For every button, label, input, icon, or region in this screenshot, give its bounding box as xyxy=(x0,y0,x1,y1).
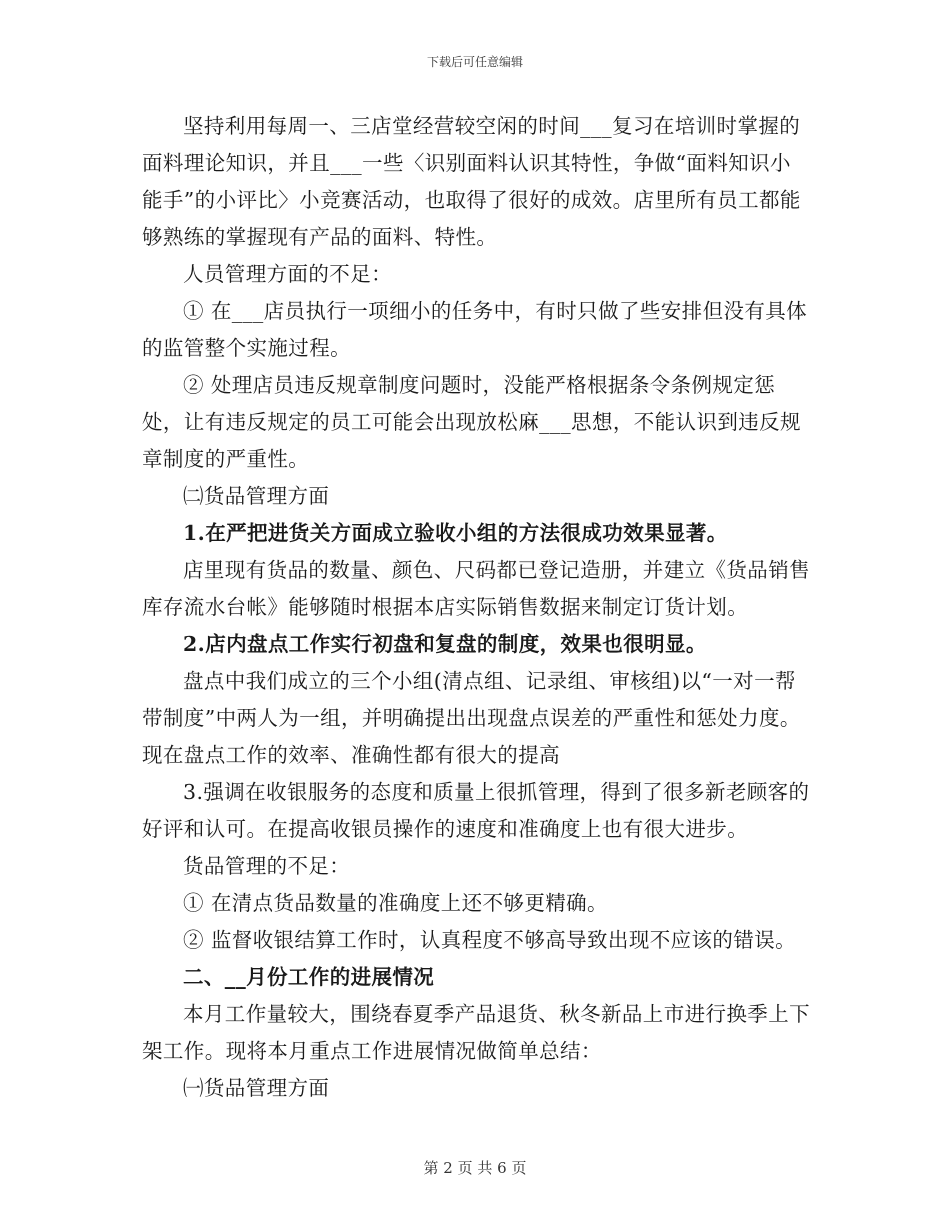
section-heading-goods-management: ㈡货品管理方面 xyxy=(183,484,330,508)
section-heading-monthly-progress: 二、__月份工作的进展情况 xyxy=(183,965,435,989)
bold-heading-inspection: 1.在严把进货关方面成立验收小组的方法很成功效果显著。 xyxy=(183,521,728,545)
paragraph-stocktaking-groups: 盘点中我们成立的三个小组(清点组、记录组、审核组)以“一对一帮带制度”中两人为一组，并明确提出出现盘点误差的严重性和惩处力度。现在盘点工作的效率、准确性都有很大的提高 xyxy=(142,669,801,767)
document-body xyxy=(142,108,810,1107)
bold-heading-stocktaking: 2.店内盘点工作实行初盘和复盘的制度，效果也很明显。 xyxy=(183,632,707,656)
page-footer: 第 2 页 共 6 页 xyxy=(423,1159,527,1177)
list-item-staff-2: ② 处理店员违反规章制度问题时，没能严格根据条令条例规定惩处，让有违反规定的员工可能会出现放松麻___思想，不能认识到违反规章制度的严重性。 xyxy=(142,373,801,471)
paragraph-fabric-training: 坚持利用每周一、三店堂经营较空闲的时间___复习在培训时掌握的面料理论知识，并且___一些〈识别面料认识其特性，争做“面料知识小能手”的小评比〉小竞赛活动，也取得了很好的成效。店里所有员工都能够熟练的掌握现有产品的面料、特性。 xyxy=(142,114,801,249)
list-item-goods-1: ① 在清点货品数量的准确度上还不够更精确。 xyxy=(183,891,608,915)
list-item-staff-1: ① 在___店员执行一项细小的任务中，有时只做了些安排但没有具体的监管整个实施过程。 xyxy=(142,299,808,360)
paragraph-cashier-service: 3.强调在收银服务的态度和质量上很抓管理，得到了很多新老顾客的好评和认可。在提高收银员操作的速度和准确度上也有很大进步。 xyxy=(142,780,810,841)
paragraph-monthly-summary: 本月工作量较大，围绕春夏季产品退货、秋冬新品上市进行换季上下架工作。现将本月重点工作进展情况做简单总结： xyxy=(142,1002,810,1063)
list-item-goods-2: ② 监督收银结算工作时，认真程度不够高导致出现不应该的错误。 xyxy=(183,928,797,952)
paragraph-inventory-register: 店里现有货品的数量、颜色、尺码都已登记造册，并建立《货品销售库存流水台帐》能够随时根据本店实际销售数据来制定订货计划。 xyxy=(142,558,810,619)
page-header: 下载后可任意编辑 xyxy=(426,55,523,69)
heading-goods-shortcomings: 货品管理的不足： xyxy=(183,854,351,878)
heading-staff-shortcomings: 人员管理方面的不足： xyxy=(183,262,392,286)
section-heading-goods-management-2: ㈠货品管理方面 xyxy=(183,1076,330,1100)
